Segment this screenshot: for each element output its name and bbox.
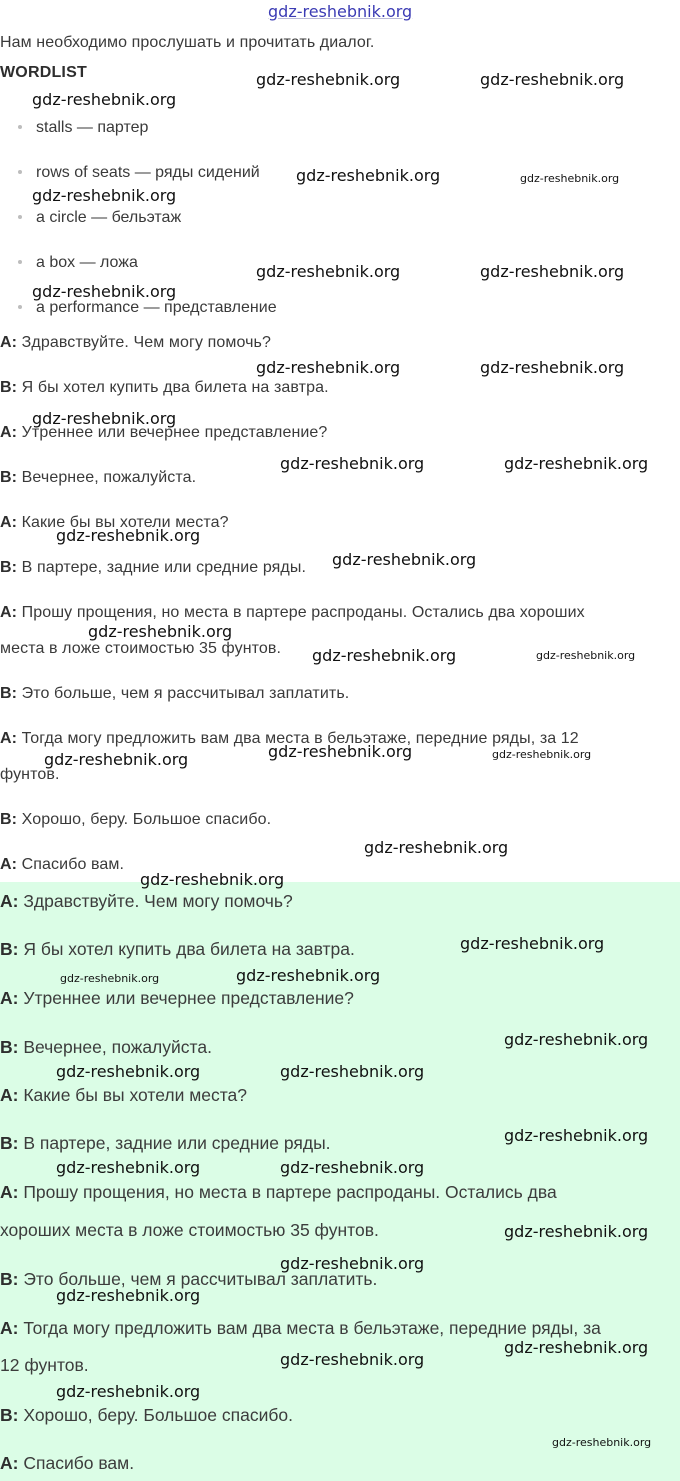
wordlist-item: stalls — партер	[18, 119, 148, 137]
dialogue-line: A: Здравствуйте. Чем могу помочь?	[0, 891, 293, 911]
watermark: gdz-reshebnik.org	[480, 70, 625, 89]
watermark: gdz-reshebnik.org	[364, 838, 509, 857]
watermark: gdz-reshebnik.org	[268, 742, 413, 761]
watermark: gdz-reshebnik.org	[332, 550, 477, 569]
watermark: gdz-reshebnik.org	[56, 1158, 201, 1177]
dialogue-line: A: Спасибо вам.	[0, 856, 125, 873]
watermark: gdz-reshebnik.org	[520, 172, 620, 185]
watermark: gdz-reshebnik.org	[460, 934, 605, 953]
watermark: gdz-reshebnik.org	[256, 70, 401, 89]
watermark: gdz-reshebnik.org	[480, 262, 625, 281]
dialogue-line-cont: хороших места в ложе стоимостью 35 фунтов.	[0, 1220, 379, 1240]
watermark: gdz-reshebnik.org	[44, 750, 189, 769]
watermark: gdz-reshebnik.org	[504, 1222, 649, 1241]
watermark: gdz-reshebnik.org	[296, 166, 441, 185]
dialogue-line-cont: фунтов.	[0, 766, 60, 783]
watermark: gdz-reshebnik.org	[492, 748, 592, 761]
bullet-icon	[18, 125, 22, 129]
watermark: gdz-reshebnik.org	[504, 454, 649, 473]
wordlist-item: a performance — представление	[18, 299, 277, 317]
watermark: gdz-reshebnik.org	[504, 1030, 649, 1049]
dialogue-line: B: Это больше, чем я рассчитывал заплатить.	[0, 1269, 378, 1289]
watermark: gdz-reshebnik.org	[236, 966, 381, 985]
bullet-icon	[18, 305, 22, 309]
dialogue-line: B: В партере, задние или средние ряды.	[0, 559, 307, 576]
dialogue-line: A: Тогда могу предложить вам два места в бельэтаже, передние ряды, за 12	[0, 730, 579, 747]
dialogue-line: A: Здравствуйте. Чем могу помочь?	[0, 334, 271, 351]
bullet-icon	[18, 170, 22, 174]
dialogue-line: B: Я бы хотел купить два билета на завтра.	[0, 379, 329, 396]
watermark: gdz-reshebnik.org	[32, 90, 177, 109]
dialogue-line: B: Вечернее, пожалуйста.	[0, 469, 197, 486]
watermark: gdz-reshebnik.org	[140, 870, 285, 889]
watermark: gdz-reshebnik.org	[256, 262, 401, 281]
watermark: gdz-reshebnik.org	[504, 1338, 649, 1357]
watermark: gdz-reshebnik.org	[56, 1062, 201, 1081]
watermark: gdz-reshebnik.org	[56, 1286, 201, 1305]
watermark: gdz-reshebnik.org	[312, 646, 457, 665]
watermark: gdz-reshebnik.org	[536, 649, 636, 662]
watermark: gdz-reshebnik.org	[280, 1158, 425, 1177]
watermark: gdz-reshebnik.org	[280, 454, 425, 473]
dialogue-line: B: Хорошо, беру. Большое спасибо.	[0, 1405, 293, 1425]
watermark: gdz-reshebnik.org	[280, 1062, 425, 1081]
dialogue-line: B: В партере, задние или средние ряды.	[0, 1133, 331, 1153]
watermark: gdz-reshebnik.org	[480, 358, 625, 377]
watermark: gdz-reshebnik.org	[280, 1254, 425, 1273]
dialogue-line: A: Какие бы вы хотели места?	[0, 514, 229, 531]
bullet-icon	[18, 215, 22, 219]
dialogue-line-cont: места в ложе стоимостью 35 фунтов.	[0, 640, 282, 657]
dialogue-line: A: Тогда могу предложить вам два места в бельэтаже, передние ряды, за	[0, 1318, 601, 1338]
dialogue-line: A: Прошу прощения, но места в партере распроданы. Остались два хороших	[0, 604, 585, 621]
watermark: gdz-reshebnik.org	[280, 1350, 425, 1369]
watermark: gdz-reshebnik.org	[552, 1436, 652, 1449]
dialogue-line: A: Утреннее или вечернее представление?	[0, 988, 354, 1008]
dialogue-line: A: Утреннее или вечернее представление?	[0, 424, 328, 441]
watermark: gdz-reshebnik.org	[32, 409, 177, 428]
dialogue-line: A: Какие бы вы хотели места?	[0, 1085, 248, 1105]
site-link[interactable]: gdz-reshebnik.org	[268, 2, 413, 21]
watermark: gdz-reshebnik.org	[60, 972, 160, 985]
watermark: gdz-reshebnik.org	[256, 358, 401, 377]
dialogue-line: B: Я бы хотел купить два билета на завтра.	[0, 939, 355, 959]
bullet-icon	[18, 260, 22, 264]
watermark: gdz-reshebnik.org	[32, 186, 177, 205]
dialogue-line: B: Это больше, чем я рассчитывал заплатить.	[0, 685, 350, 702]
watermark: gdz-reshebnik.org	[56, 1382, 201, 1401]
watermark: gdz-reshebnik.org	[56, 526, 201, 545]
dialogue-line: A: Прошу прощения, но места в партере распроданы. Остались два	[0, 1182, 557, 1202]
wordlist-title: WORDLIST	[0, 64, 87, 81]
watermark: gdz-reshebnik.org	[504, 1126, 649, 1145]
wordlist-item: a box — ложа	[18, 254, 138, 272]
intro-text: Нам необходимо прослушать и прочитать диалог.	[0, 34, 375, 51]
wordlist-item: a circle — бельэтаж	[18, 209, 181, 227]
dialogue-line: B: Хорошо, беру. Большое спасибо.	[0, 811, 272, 828]
watermark: gdz-reshebnik.org	[32, 282, 177, 301]
wordlist-item: rows of seats — ряды сидений	[18, 164, 260, 182]
dialogue-line-cont: 12 фунтов.	[0, 1355, 89, 1375]
dialogue-line: B: Вечернее, пожалуйста.	[0, 1037, 212, 1057]
dialogue-line: A: Спасибо вам.	[0, 1453, 135, 1473]
watermark: gdz-reshebnik.org	[88, 622, 233, 641]
